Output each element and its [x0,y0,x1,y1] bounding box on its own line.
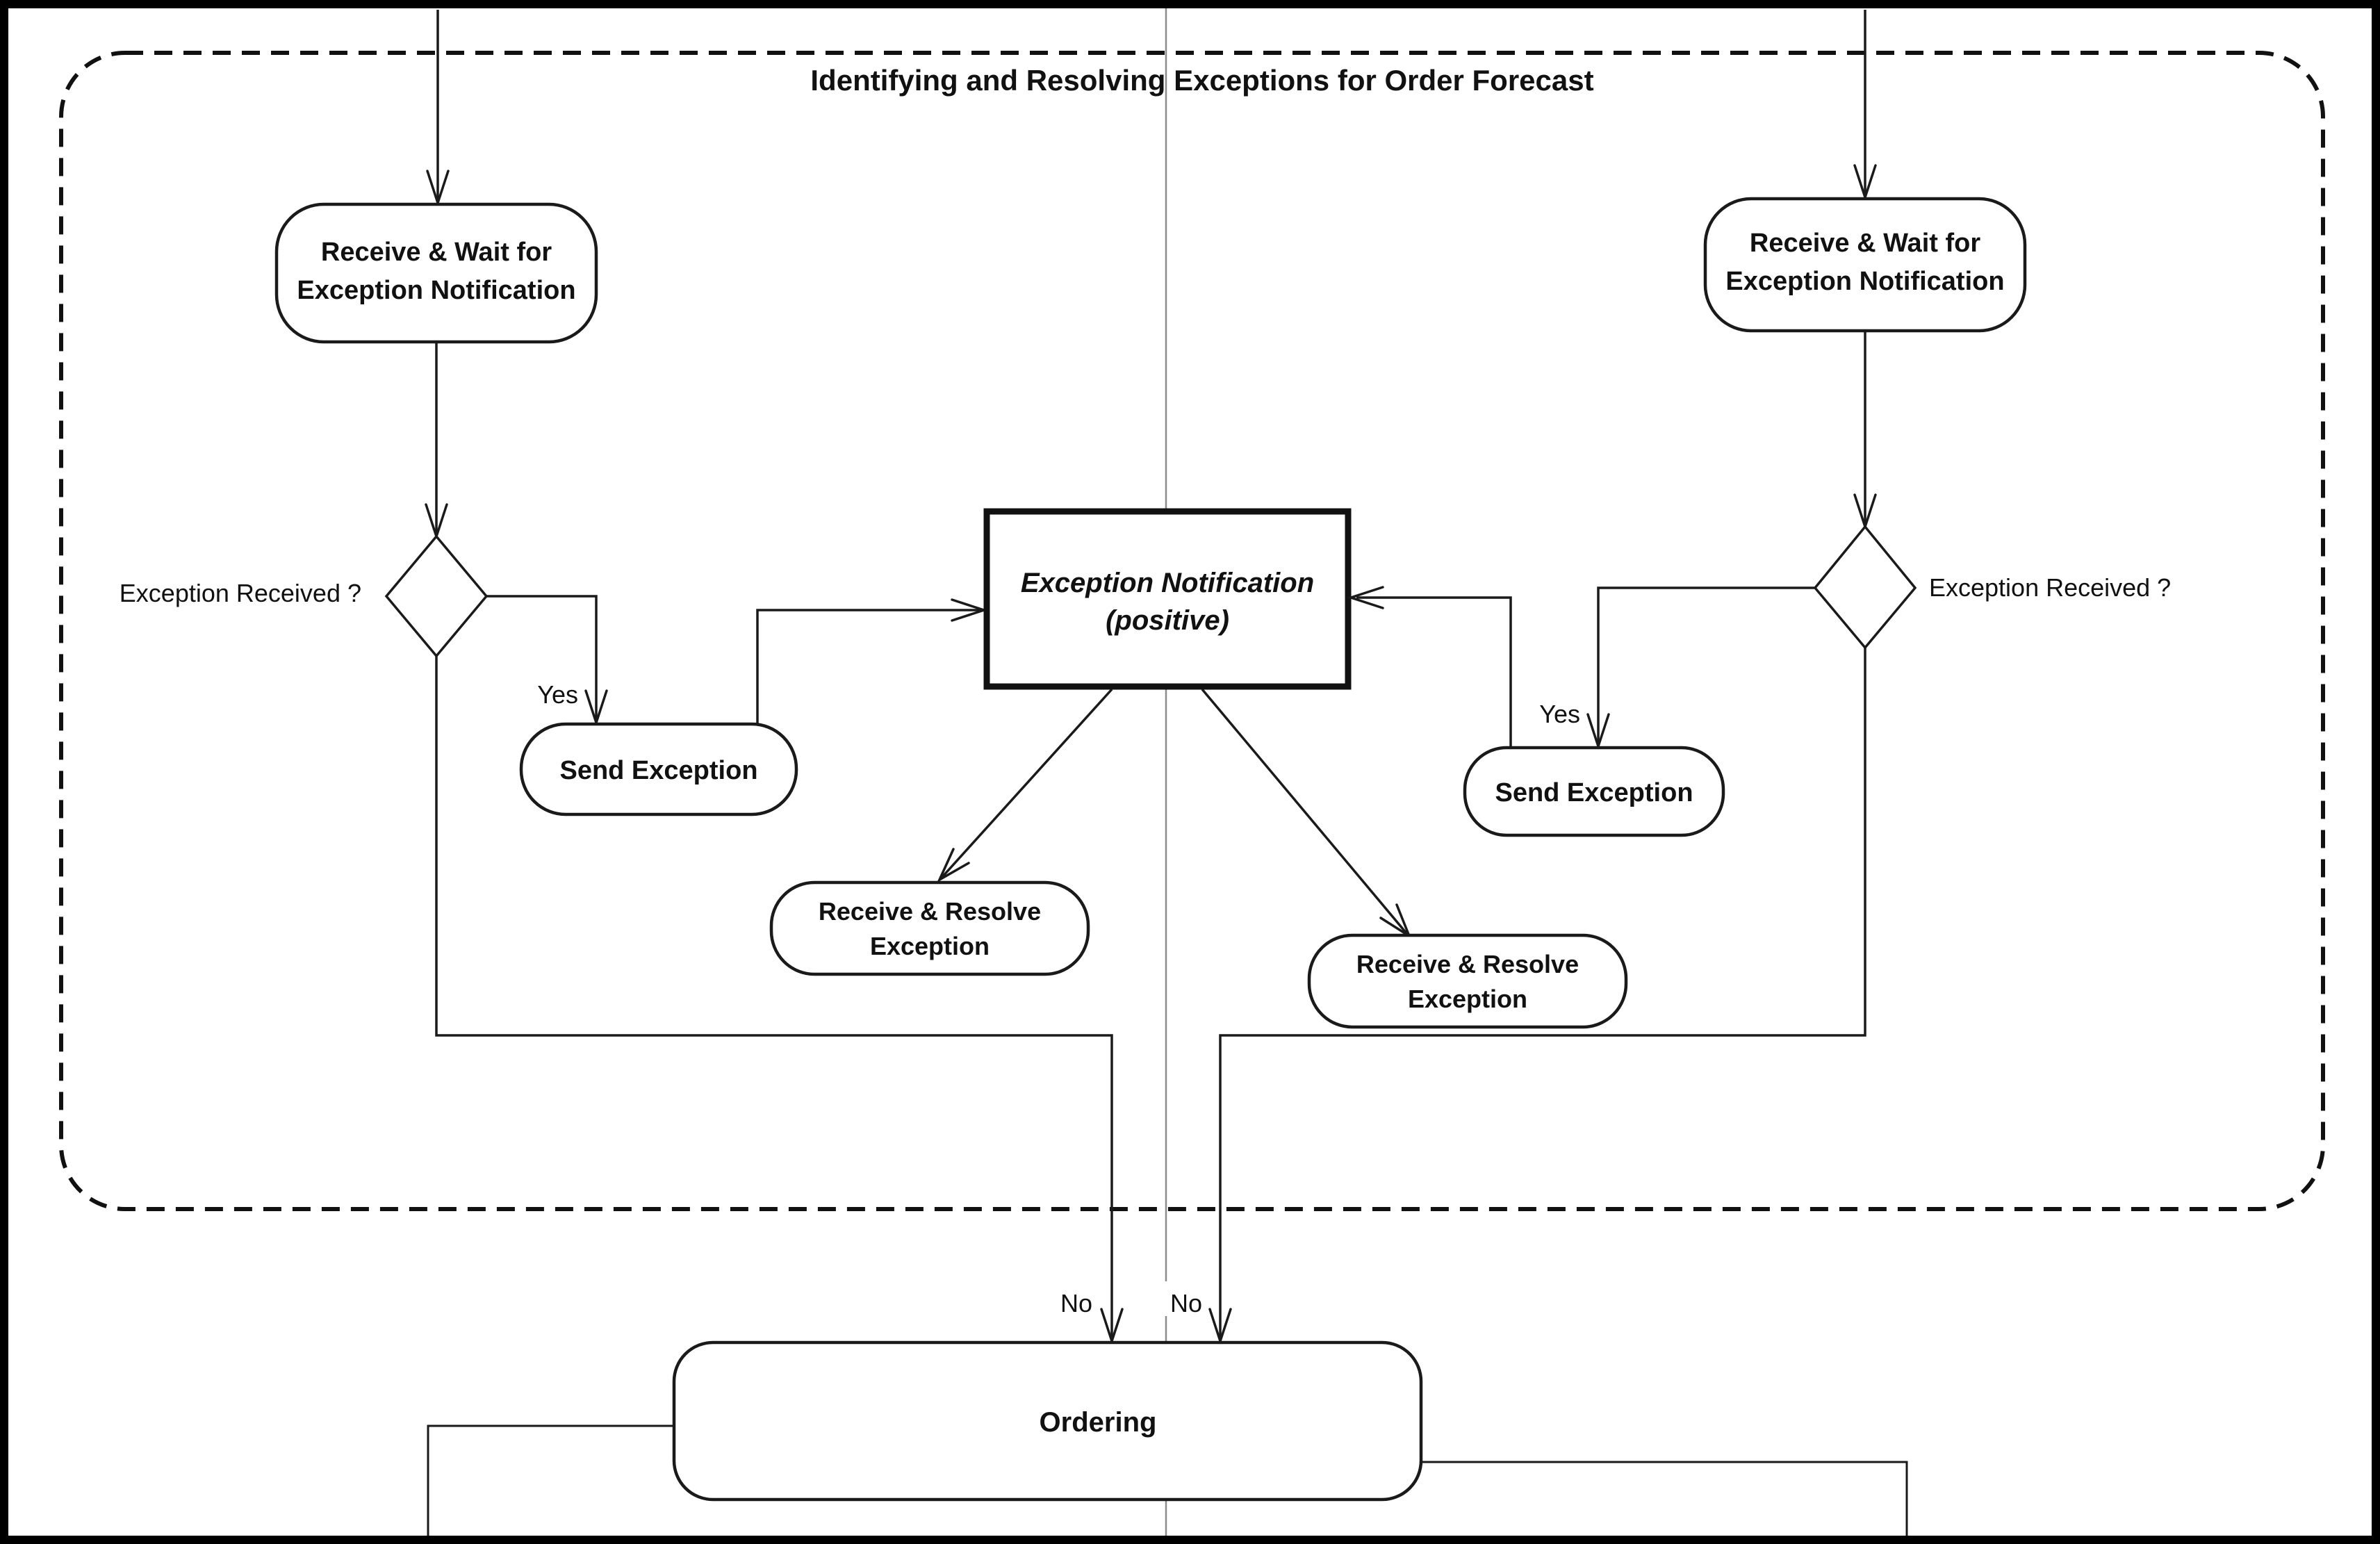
notification-to-resolve-left-line [942,689,1112,877]
node-receive-wait-left [277,204,596,342]
decision-diamond-right [1815,527,1915,648]
receive-resolve-left-line2: Exception [869,932,990,960]
node-ordering [674,1342,1421,1500]
node-receive-wait-right [1705,199,2025,331]
decision-diamond-left [386,536,486,656]
ordering-label: Ordering [1039,1407,1157,1438]
yes-right-label: Yes [1539,700,1580,728]
receive-wait-right-line2: Exception Notification [1725,267,2005,296]
receive-wait-left-line2: Exception Notification [297,276,576,305]
node-exception-notification [987,511,1348,687]
receive-wait-right-line1: Receive & Wait for [1749,229,1981,258]
no-left-label: No [1060,1289,1092,1317]
node-send-exception-left [521,724,796,814]
receive-resolve-left-line1: Receive & Resolve [818,897,1042,926]
notification-to-resolve-right-line [1202,689,1406,933]
exception-notification-line1: Exception Notification [1020,568,1315,598]
decision-left-label: Exception Received ? [119,579,361,607]
decision-right-label: Exception Received ? [1929,573,2172,602]
receive-resolve-left-shape [771,882,1088,974]
right-send-to-notification-line [1356,598,1511,748]
exception-notification-line2: (positive) [1106,605,1229,636]
no-right-label: No [1170,1289,1202,1317]
exception-notification-shape [987,511,1348,687]
node-send-exception-right [1465,748,1723,835]
send-exception-right-label: Send Exception [1495,778,1693,807]
yes-left-label: Yes [537,680,578,709]
left-send-to-notification-line [757,610,981,724]
receive-wait-left-shape [277,204,596,342]
receive-resolve-right-line2: Exception [1407,985,1528,1013]
ordering-exit-right-line [1421,1462,1907,1536]
receive-wait-left-line1: Receive & Wait for [320,238,552,267]
receive-resolve-right-line1: Receive & Resolve [1356,950,1579,978]
node-receive-resolve-right [1309,935,1626,1027]
ordering-exit-left-line [428,1426,674,1536]
send-exception-left-label: Send Exception [559,756,758,785]
receive-wait-right-shape [1705,199,2025,331]
node-receive-resolve-left [771,882,1088,974]
receive-resolve-right-shape [1309,935,1626,1027]
yes-right-line [1598,588,1815,744]
diagram-title: Identifying and Resolving Exceptions for Order Forecast [810,64,1594,97]
